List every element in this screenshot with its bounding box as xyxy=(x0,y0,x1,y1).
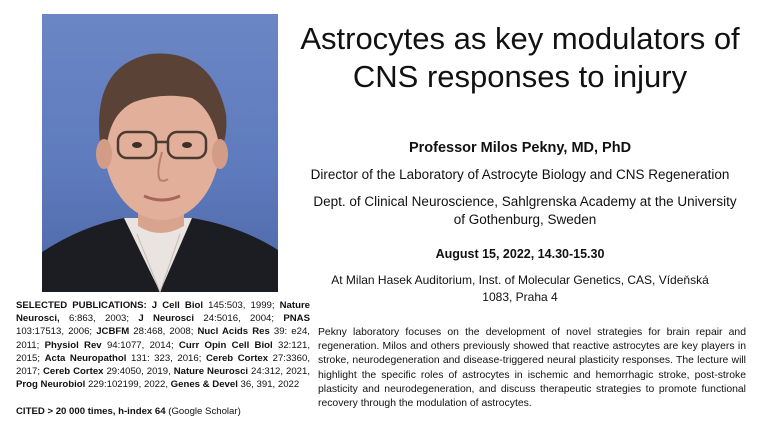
speaker-role: Director of the Laboratory of Astrocyte Biology and CNS Regeneration xyxy=(310,167,730,182)
publication-journal: Nature Neurosci, xyxy=(16,300,311,325)
publication-journal: Nature Neurosci xyxy=(173,366,249,378)
publication-journal: PNAS xyxy=(283,313,311,325)
speaker-department: Dept. of Clinical Neuroscience, Sahlgrenska Academy at the University of Gothenburg, Sweden xyxy=(313,194,737,227)
publication-list xyxy=(16,300,310,390)
publication-ref: 24:312, 2021, xyxy=(248,366,310,378)
speaker-name: Professor Milos Pekny, MD, PhD xyxy=(408,140,632,156)
lecture-datetime: August 15, 2022, 14.30-15.30 xyxy=(435,247,605,261)
title-line-2: CNS responses to injury xyxy=(352,59,688,94)
publication-ref: 24:5016, 2004; xyxy=(194,313,275,325)
publication-ref: 103:17513, 2006; xyxy=(16,326,93,338)
publication-ref: 131: 323, 2016; xyxy=(126,352,202,364)
publications-heading: SELECTED PUBLICATIONS: xyxy=(16,300,147,311)
lecture-venue: At Milan Hasek Auditorium, Inst. of Molecular Genetics, CAS, Vídeňská 1083, Praha 4 xyxy=(331,273,709,304)
publication-ref: 39: e24, 2011; xyxy=(16,326,310,351)
publication-journal: Nucl Acids Res xyxy=(197,326,270,338)
publication-journal: J Cell Biol xyxy=(151,300,204,311)
cited-value: > 20 000 times, h-index 64 xyxy=(47,406,166,417)
publication-ref: 29:4050, 2019, xyxy=(103,366,171,378)
cited-source: (Google Scholar) xyxy=(168,406,241,417)
publication-ref: 36, 391, 2022 xyxy=(237,379,300,391)
publication-journal: Cereb Cortex xyxy=(205,352,269,364)
publication-journal: Genes & Devel xyxy=(170,379,238,391)
publication-ref: 27:3360, 2017; xyxy=(16,352,310,378)
publication-ref: 229:102199, 2022, xyxy=(85,379,168,391)
publication-journal: Curr Opin Cell Biol xyxy=(178,339,273,351)
publication-ref: 32:121, 2015; xyxy=(16,339,310,364)
publication-journal: JCBFM xyxy=(96,326,130,338)
speaker-portrait xyxy=(42,14,278,292)
publication-ref: 145:503, 1999; xyxy=(203,300,275,311)
publication-ref: 28:468, 2008; xyxy=(129,326,194,338)
publication-journal: Cereb Cortex xyxy=(42,366,104,378)
publication-ref: 94:1077, 2014; xyxy=(101,339,174,351)
citation-summary xyxy=(16,406,316,417)
cited-label: CITED xyxy=(16,406,45,417)
title-line-1: Astrocytes as key modulators of xyxy=(300,21,740,56)
publication-journal: J Neurosci xyxy=(138,313,195,325)
publication-journal: Physiol Rev xyxy=(44,339,102,351)
publication-ref: 6:863, 2003; xyxy=(59,313,130,325)
lecture-title xyxy=(300,20,740,96)
publication-journal: Acta Neuropathol xyxy=(44,352,127,364)
publication-journal: Prog Neurobiol xyxy=(16,379,86,391)
selected-publications xyxy=(16,299,310,391)
lecture-abstract: Pekny laboratory focuses on the development of novel strategies for brain repair and regeneration. Milos and others previously showed that reactive astrocytes are key players in stroke, neurodegeneration and disease-triggered neural plasticity responses. The lecture will highlight the specific roles of astrocytes in ischemic and hemorrhagic stroke, post-stroke plasticity and neurodegeneration, and discuss therapeutic strategies to promote functional recovery through the modulation of astrocytes. xyxy=(318,327,746,410)
